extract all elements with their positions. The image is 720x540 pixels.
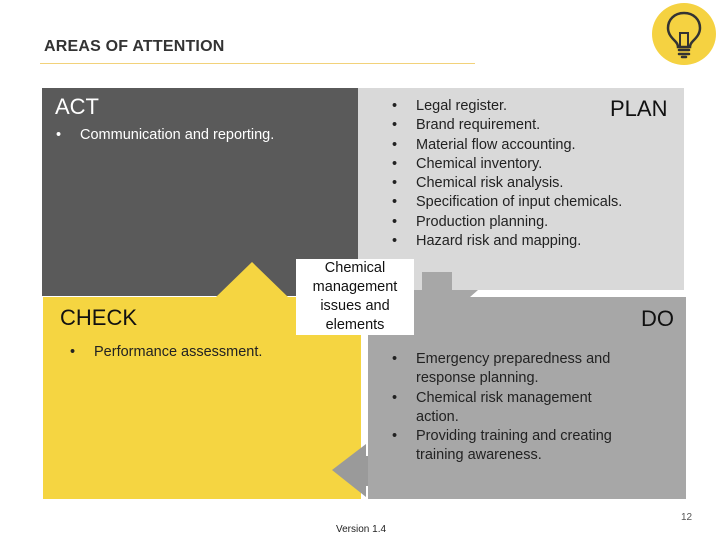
list-item: • Chemical risk analysis. (392, 174, 672, 193)
act-title: ACT (55, 94, 99, 119)
list-item: • Chemical risk management action. (392, 389, 632, 428)
center-label: Chemical management issues and elements (296, 259, 414, 335)
list-item: • Communication and reporting. (56, 126, 346, 145)
arrow-left-icon (332, 444, 368, 497)
list-item: • Emergency preparedness and response planning. (392, 350, 632, 389)
arrow-up-icon (216, 262, 288, 300)
act-list (56, 126, 346, 145)
page-title: AREAS OF ATTENTION (44, 38, 225, 55)
list-item: • Providing training and creating training awareness. (392, 427, 632, 466)
do-list (392, 350, 632, 466)
check-list (70, 343, 350, 362)
list-item: • Production planning. (392, 213, 672, 232)
list-item: • Hazard risk and mapping. (392, 232, 672, 251)
list-item: • Legal register. (392, 97, 672, 116)
plan-title: PLAN (610, 96, 668, 121)
do-title: DO (641, 306, 674, 331)
page-number: 12 (681, 512, 693, 523)
footer-version: Version 1.4 (336, 524, 387, 535)
list-item: • Specification of input chemicals. (392, 193, 672, 212)
plan-list (392, 97, 672, 251)
check-title: CHECK (60, 305, 138, 330)
list-item: • Brand requirement. (392, 116, 672, 135)
list-item: • Material flow accounting. (392, 136, 672, 155)
list-item: • Chemical inventory. (392, 155, 672, 174)
list-item: • Performance assessment. (70, 343, 350, 362)
